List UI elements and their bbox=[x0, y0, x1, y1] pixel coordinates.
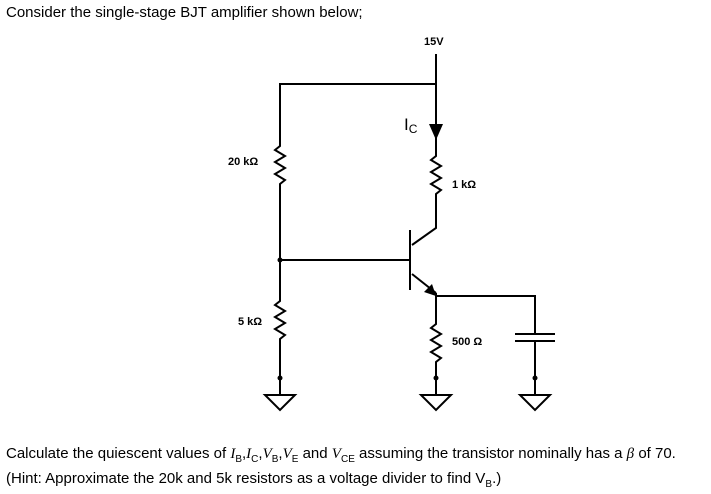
ground-left-icon bbox=[265, 395, 295, 410]
question-text: Calculate the quiescent values of $I_B,I_C,V_B,V_E$ and $V_{CE}$ assuming the transistor nominally has a β of 70. (Hint: Approximate the 20k and 5k resistors as a voltage divider to find $V_B$.) bbox=[6, 445, 676, 490]
intro-text: Consider the single-stage BJT amplifier shown below; bbox=[6, 4, 363, 21]
ic-label: IC bbox=[404, 115, 418, 136]
resistor-5k-icon bbox=[275, 295, 285, 345]
r-bottom-left-label: 5 kΩ bbox=[238, 316, 263, 328]
capacitor-icon bbox=[515, 334, 555, 341]
ic-arrow-icon bbox=[429, 124, 443, 140]
resistor-1k-icon bbox=[431, 150, 441, 200]
ground-emitter-icon bbox=[421, 395, 451, 410]
supply-label: 15V bbox=[424, 36, 444, 48]
r-emitter-label: 500 Ω bbox=[452, 336, 483, 348]
resistor-500-icon bbox=[431, 318, 441, 368]
ground-capacitor-icon bbox=[520, 395, 550, 410]
left-ground-node bbox=[278, 376, 283, 381]
r-top-left-label: 20 kΩ bbox=[228, 156, 259, 168]
base-junction-dot bbox=[278, 258, 283, 263]
capacitor-ground-node bbox=[533, 376, 538, 381]
resistor-20k-icon bbox=[275, 140, 285, 190]
emitter-ground-node bbox=[434, 376, 439, 381]
emitter-wire bbox=[436, 293, 535, 334]
base-divider-wire bbox=[280, 190, 410, 295]
r-collector-label: 1 kΩ bbox=[452, 179, 477, 191]
npn-transistor-icon bbox=[410, 200, 436, 296]
